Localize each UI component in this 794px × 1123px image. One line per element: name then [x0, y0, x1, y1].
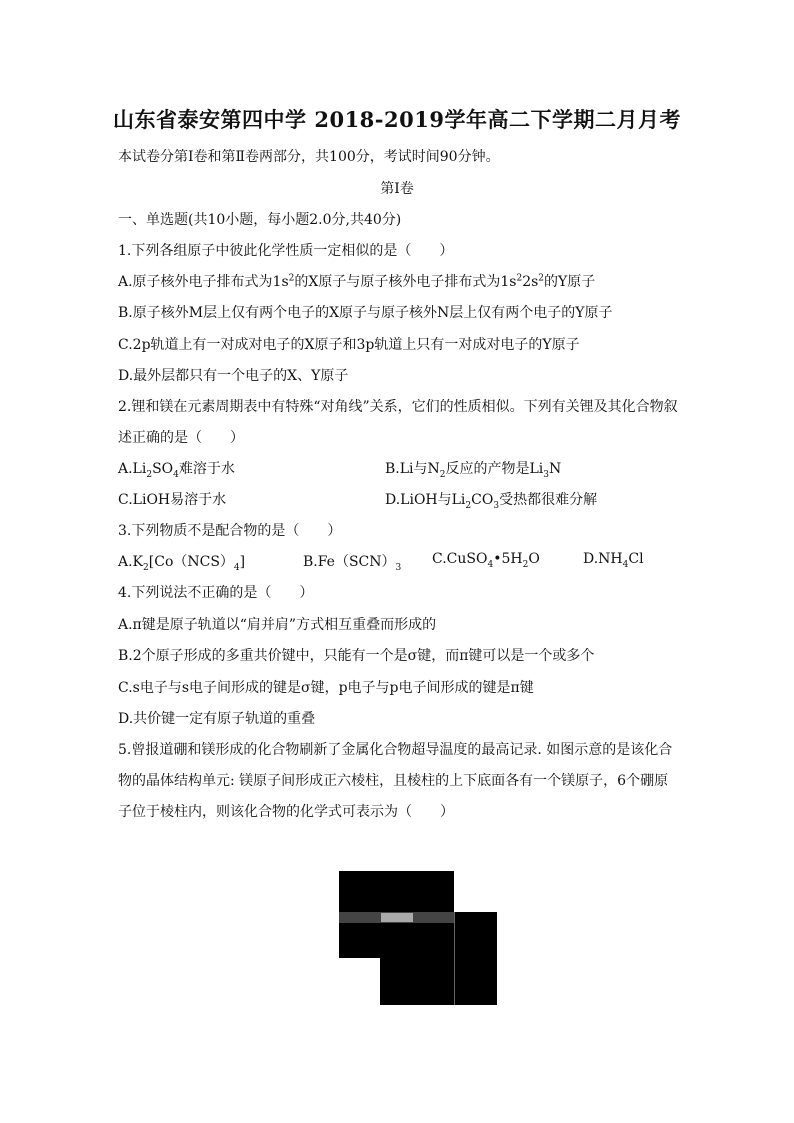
figure-block-bottom	[380, 958, 454, 1005]
question-2-option-c: C.LiOH易溶于水	[118, 492, 227, 508]
question-3-stem: 3.下列物质不是配合物的是（ ）	[118, 523, 342, 539]
figure-block-right	[454, 912, 497, 1005]
question-2-option-a: $A.Li_2SO_4$难溶于水	[118, 461, 235, 480]
crystal-structure-figure	[339, 871, 497, 1005]
question-1-option-a: A.原子核外电子排布式为$1s^2$的X原子与原子核外电子排布式为$1s^22s^2$的Y原子	[118, 273, 596, 290]
question-3-option-a: $A.K_2[Co(NCS)_4]$	[118, 554, 246, 573]
figure-block-middle	[339, 923, 454, 958]
part-heading: 第Ⅰ卷	[380, 181, 414, 197]
question-3-option-d: $D.NH_4Cl$	[583, 551, 644, 570]
question-1-option-d: D.最外层都只有一个电子的X、Y原子	[118, 368, 349, 384]
question-2-option-d: D.LiOH与$Li_2CO_3$受热都很难分解	[385, 492, 598, 511]
figure-block-top	[339, 871, 454, 912]
question-2-stem-line1: 2.锂和镁在元素周期表中有特殊“对角线”关系，它们的性质相似。下列有关锂及其化合物叙	[118, 399, 678, 415]
question-5-stem-line3: 子位于棱柱内，则该化合物的化学式可表示为（ ）	[118, 804, 454, 820]
question-4-option-c: C.s电子与s电子间形成的键是σ键，p电子与p电子间形成的键是π键	[118, 680, 534, 696]
question-1-stem: 1.下列各组原子中彼此化学性质一定相似的是（ ）	[118, 243, 454, 259]
figure-highlight	[381, 913, 413, 922]
exam-intro: 本试卷分第Ⅰ卷和第Ⅱ卷两部分，共100分，考试时间90分钟。	[118, 149, 500, 165]
figure-divider	[454, 912, 455, 1005]
question-4-option-b: B.2个原子形成的多重共价键中，只能有一个是σ键，而π键可以是一个或多个	[118, 648, 595, 664]
question-1-option-c: C.2p轨道上有一对成对电子的X原子和3p轨道上只有一对成对电子的Y原子	[118, 337, 580, 353]
exam-title: 山东省泰安第四中学 2018-2019学年高二下学期二月月考	[113, 107, 681, 132]
question-3-option-b: $B.Fe(SCN)_3$	[303, 554, 402, 573]
question-5-stem-line1: 5.曾报道硼和镁形成的化合物刷新了金属化合物超导温度的最高记录. 如图示意的是该化合	[118, 742, 673, 758]
question-1-option-b: B.原子核外M层上仅有两个电子的X原子与原子核外N层上仅有两个电子的Y原子	[118, 305, 613, 321]
question-2-option-b: B.Li与$N_2$反应的产物是$Li_3N$	[385, 461, 562, 480]
section-heading: 一、单选题(共10小题，每小题2.0分,共40分)	[118, 212, 402, 228]
question-2-stem-line2: 述正确的是（ ）	[118, 430, 244, 446]
question-4-stem: 4.下列说法不正确的是（ ）	[118, 585, 314, 601]
question-4-option-d: D.共价键一定有原子轨道的重叠	[118, 711, 316, 727]
question-3-option-c: $C.CuSO_4•5H_2O$	[432, 551, 540, 570]
question-5-stem-line2: 物的晶体结构单元: 镁原子间形成正六棱柱，且棱柱的上下底面各有一个镁原子，6个硼原	[118, 773, 669, 789]
question-4-option-a: A.π键是原子轨道以“肩并肩”方式相互重叠而形成的	[118, 617, 437, 633]
